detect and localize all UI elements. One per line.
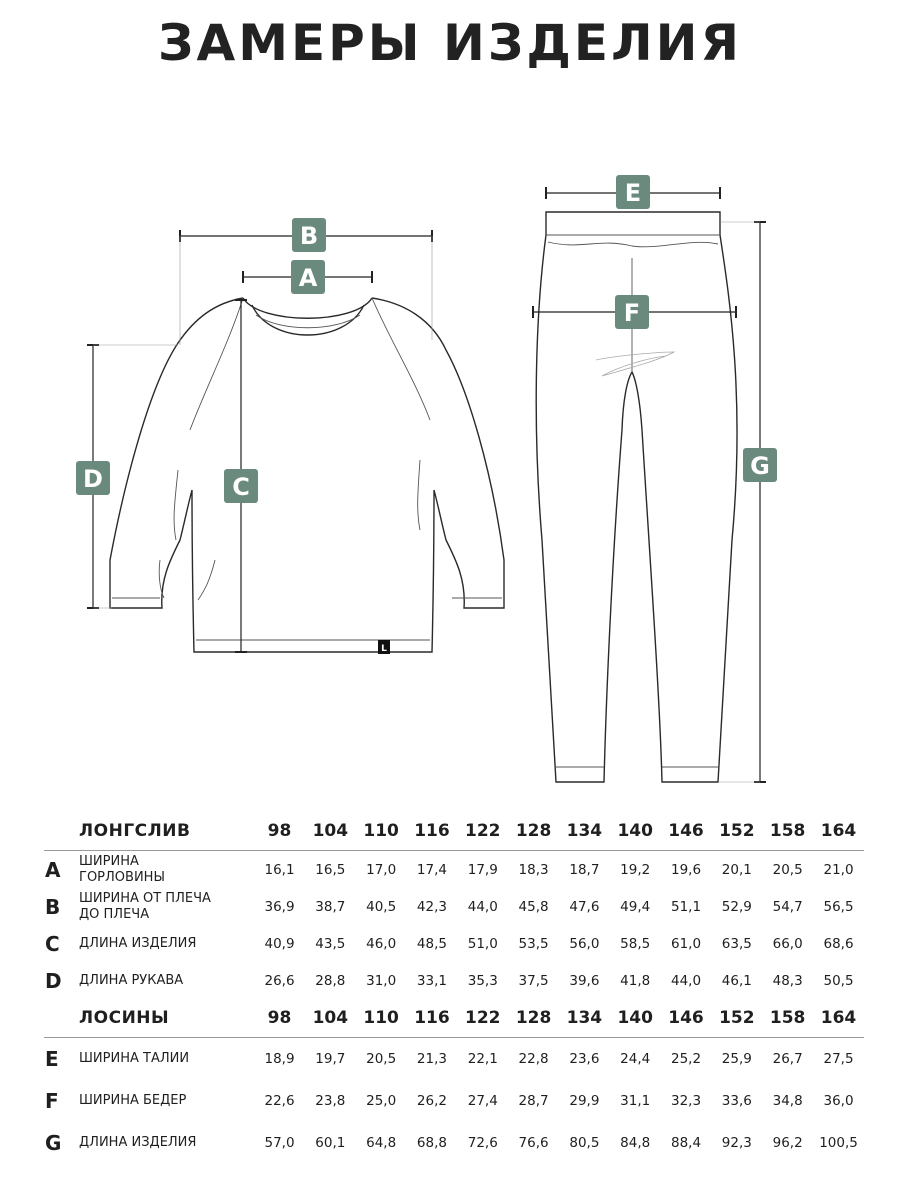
table-cell: 21,3 <box>416 1051 447 1067</box>
table-cell: 96,2 <box>772 1135 803 1151</box>
table-cell: 28,8 <box>315 972 346 989</box>
row-letter: G <box>45 1131 62 1155</box>
table-cell: 19,7 <box>315 1051 346 1067</box>
table-cell: 17,9 <box>467 861 498 878</box>
size-header: 98 <box>267 1008 292 1028</box>
size-header: 146 <box>668 1008 704 1028</box>
table-cell: 16,1 <box>264 861 295 878</box>
row-letter: A <box>45 857 61 882</box>
table-cell: 25,0 <box>366 1093 397 1109</box>
table-cell: 88,4 <box>670 1135 702 1151</box>
size-header: 164 <box>820 1008 857 1028</box>
table-cell: 37,5 <box>518 972 549 989</box>
table-cell: 41,8 <box>620 972 651 989</box>
section-letter-empty <box>44 812 78 850</box>
table-cell: 40,5 <box>366 898 397 915</box>
size-header: 122 <box>465 821 501 841</box>
table-cell: 47,6 <box>569 898 600 915</box>
table-cell: 36,0 <box>823 1093 854 1109</box>
table-row <box>44 851 864 888</box>
table-cell: 20,1 <box>721 861 752 878</box>
row-parameter-name: ШИРИНА ОТ ПЛЕЧА ДО ПЛЕЧА <box>79 890 211 922</box>
size-header: 128 <box>515 1008 552 1028</box>
table-cell: 26,2 <box>416 1093 447 1109</box>
table-cell: 72,6 <box>467 1135 498 1151</box>
size-header: 116 <box>414 821 450 841</box>
table-row <box>44 925 864 962</box>
table-cell: 23,6 <box>569 1051 600 1067</box>
size-header: 134 <box>566 1008 603 1028</box>
table-cell: 42,3 <box>416 898 447 915</box>
table-cell: 76,6 <box>518 1135 549 1151</box>
row-parameter-name: ДЛИНА РУКАВА <box>79 972 184 988</box>
table-cell: 39,6 <box>569 972 600 989</box>
svg-text:E: E <box>624 179 642 207</box>
table-cell: 51,1 <box>670 898 702 915</box>
size-header: 98 <box>267 821 292 841</box>
table-row <box>44 1080 864 1122</box>
table-cell: 61,0 <box>670 935 702 952</box>
table-cell: 92,3 <box>721 1135 752 1151</box>
table-cell: 40,9 <box>264 935 295 952</box>
table-cell: 43,5 <box>315 935 346 952</box>
label-a <box>291 260 325 294</box>
label-d <box>76 461 110 495</box>
size-header: 152 <box>719 821 755 841</box>
table-cell: 25,9 <box>721 1051 752 1067</box>
table-cell: 17,0 <box>366 861 397 878</box>
section-header-row <box>44 999 864 1037</box>
table-cell: 54,7 <box>772 898 803 915</box>
table-cell: 80,5 <box>569 1135 600 1151</box>
label-c <box>224 469 258 503</box>
table-cell: 64,8 <box>366 1135 397 1151</box>
table-cell: 29,9 <box>569 1093 600 1109</box>
section-name: ЛОНГСЛИВ <box>79 821 191 841</box>
table-cell: 18,9 <box>264 1051 295 1067</box>
table-cell: 26,7 <box>772 1051 803 1067</box>
table-cell: 27,4 <box>467 1093 498 1109</box>
svg-text:B: B <box>299 222 319 250</box>
size-header: 158 <box>769 821 806 841</box>
table-cell: 31,1 <box>620 1093 651 1109</box>
table-cell: 35,3 <box>467 972 498 989</box>
table-cell: 56,5 <box>823 898 854 915</box>
table-cell: 38,7 <box>315 898 346 915</box>
row-parameter-name: ДЛИНА ИЗДЕЛИЯ <box>79 1135 197 1150</box>
size-header: 158 <box>769 1008 806 1028</box>
table-cell: 19,6 <box>670 861 702 878</box>
table-cell: 23,8 <box>315 1093 346 1109</box>
table-cell: 32,3 <box>670 1093 702 1109</box>
row-letter: E <box>45 1047 59 1071</box>
size-tag: L <box>381 644 387 654</box>
table-cell: 34,8 <box>772 1093 803 1109</box>
row-parameter-name: ШИРИНА БЕДЕР <box>79 1093 187 1108</box>
table-cell: 36,9 <box>264 898 295 915</box>
table-cell: 44,0 <box>670 972 702 989</box>
table-cell: 84,8 <box>620 1135 651 1151</box>
size-header: 140 <box>617 821 653 841</box>
svg-text:C: C <box>232 473 250 501</box>
table-cell: 68,8 <box>416 1135 447 1151</box>
table-cell: 21,0 <box>823 861 854 878</box>
size-header: 146 <box>668 821 704 841</box>
table-cell: 66,0 <box>772 935 803 952</box>
row-letter: F <box>45 1089 59 1113</box>
table-cell: 60,1 <box>315 1135 346 1151</box>
table-cell: 57,0 <box>264 1135 295 1151</box>
table-cell: 44,0 <box>467 898 498 915</box>
svg-text:D: D <box>83 465 103 493</box>
size-header: 128 <box>515 821 552 841</box>
size-header: 152 <box>719 1008 755 1028</box>
row-letter: B <box>45 894 61 919</box>
table-cell: 56,0 <box>569 935 600 952</box>
size-header: 122 <box>465 1008 501 1028</box>
table-cell: 46,1 <box>721 972 752 989</box>
table-cell: 50,5 <box>823 972 854 989</box>
table-cell: 22,6 <box>264 1093 295 1109</box>
row-parameter-name: ШИРИНА ГОРЛОВИНЫ <box>79 853 165 885</box>
table-cell: 53,5 <box>518 935 549 952</box>
table-row <box>44 1038 864 1080</box>
table-row <box>44 1122 864 1164</box>
table-cell: 48,5 <box>416 935 447 952</box>
table-row <box>44 962 864 999</box>
table-cell: 68,6 <box>823 935 854 952</box>
table-cell: 20,5 <box>366 1051 397 1067</box>
table-cell: 25,2 <box>670 1051 702 1067</box>
section-letter-empty <box>44 999 78 1037</box>
row-letter: C <box>45 931 60 956</box>
table-cell: 58,5 <box>620 935 651 952</box>
longsleeve-drawing <box>76 218 504 654</box>
table-cell: 16,5 <box>315 861 346 878</box>
table-cell: 48,3 <box>772 972 803 989</box>
table-cell: 20,5 <box>772 861 803 878</box>
svg-text:G: G <box>750 452 770 480</box>
label-g <box>743 448 777 482</box>
table-cell: 22,1 <box>467 1051 498 1067</box>
table-cell: 18,3 <box>518 861 549 878</box>
table-cell: 19,2 <box>620 861 651 878</box>
table-cell: 33,6 <box>721 1093 752 1109</box>
label-e <box>616 175 650 209</box>
table-row <box>44 888 864 925</box>
table-cell: 27,5 <box>823 1051 854 1067</box>
size-header: 104 <box>312 821 349 841</box>
row-parameter-name: ДЛИНА ИЗДЕЛИЯ <box>79 935 197 951</box>
size-header: 140 <box>617 1008 653 1028</box>
table-cell: 24,4 <box>620 1051 651 1067</box>
size-header: 164 <box>820 821 857 841</box>
section-name: ЛОСИНЫ <box>79 1008 170 1028</box>
table-cell: 18,7 <box>569 861 600 878</box>
size-header: 104 <box>312 1008 349 1028</box>
size-header: 134 <box>566 821 603 841</box>
row-parameter-name: ШИРИНА ТАЛИИ <box>79 1051 190 1066</box>
svg-text:A: A <box>298 264 318 292</box>
table-cell: 45,8 <box>518 898 549 915</box>
section-header-row <box>44 812 864 850</box>
page-title: ЗАМЕРЫ ИЗДЕЛИЯ <box>158 14 742 72</box>
label-f <box>615 295 649 329</box>
table-cell: 63,5 <box>721 935 752 952</box>
table-cell: 51,0 <box>467 935 498 952</box>
svg-text:F: F <box>623 299 641 327</box>
leggings-drawing <box>533 175 777 782</box>
size-table <box>44 812 864 1164</box>
row-letter: D <box>45 968 62 993</box>
size-header: 110 <box>363 821 399 841</box>
size-header: 110 <box>363 1008 399 1028</box>
table-cell: 100,5 <box>819 1135 858 1151</box>
table-cell: 22,8 <box>518 1051 549 1067</box>
table-cell: 28,7 <box>518 1093 549 1109</box>
size-header: 116 <box>414 1008 450 1028</box>
table-cell: 49,4 <box>620 898 651 915</box>
table-cell: 33,1 <box>416 972 447 989</box>
table-cell: 52,9 <box>721 898 752 915</box>
label-b <box>292 218 326 252</box>
table-cell: 17,4 <box>416 861 447 878</box>
table-cell: 26,6 <box>264 972 295 989</box>
table-cell: 31,0 <box>366 972 397 989</box>
table-cell: 46,0 <box>366 935 397 952</box>
